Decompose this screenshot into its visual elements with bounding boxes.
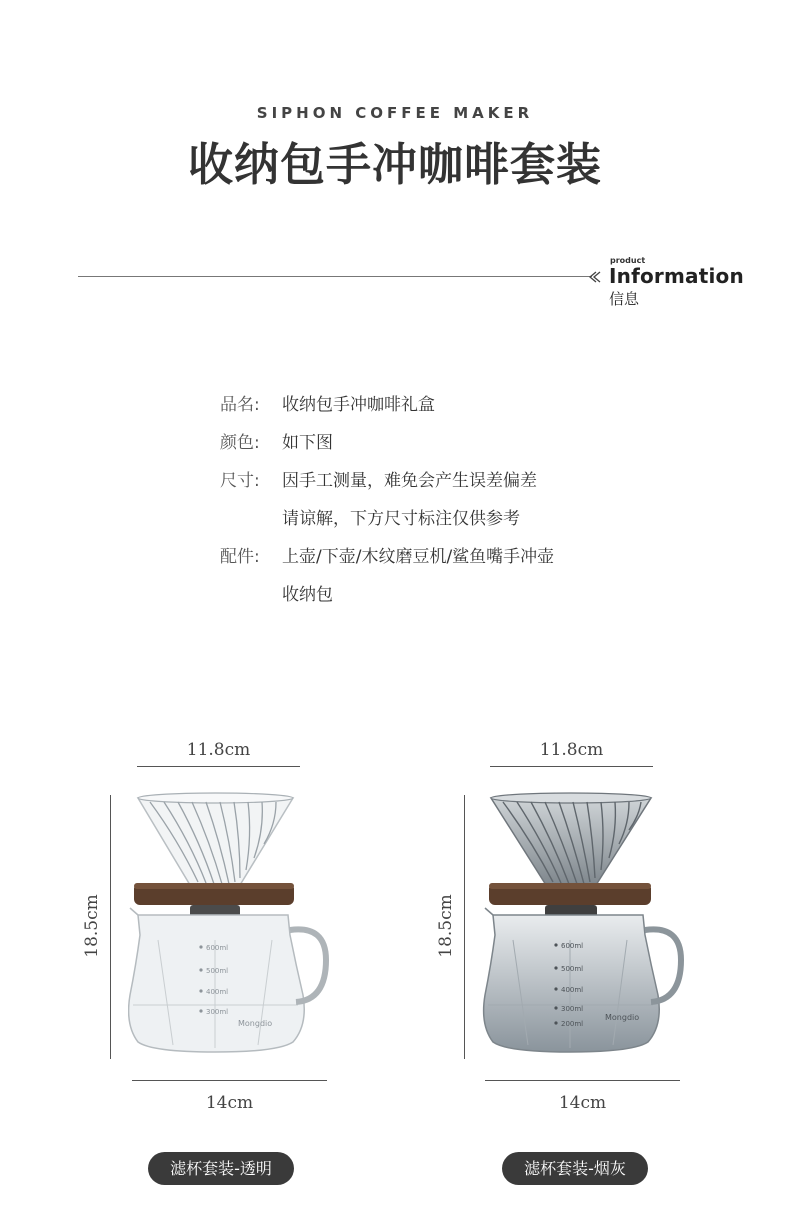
dimension-line bbox=[110, 795, 111, 1059]
svg-text:400ml: 400ml bbox=[561, 986, 584, 994]
chevron-left-icon bbox=[587, 270, 601, 284]
dimension-line bbox=[490, 766, 653, 767]
svg-text:300ml: 300ml bbox=[561, 1005, 584, 1013]
page-title: 收纳包手冲咖啡套装 bbox=[187, 138, 602, 191]
info-badge-small: product bbox=[610, 256, 646, 265]
bottom-width-label: 14cm bbox=[205, 1093, 254, 1113]
page-subtitle: SIPHON COFFEE MAKER bbox=[256, 104, 534, 122]
variant-label-clear: 滤杯套装-透明 bbox=[148, 1152, 294, 1185]
svg-text:500ml: 500ml bbox=[206, 967, 229, 975]
dimension-line bbox=[464, 795, 465, 1059]
spec-value: 请谅解，下方尺寸标注仅供参考 bbox=[282, 509, 520, 529]
spec-label: 颜色: bbox=[220, 433, 260, 453]
dimension-line bbox=[485, 1080, 680, 1081]
svg-text:600ml: 600ml bbox=[561, 942, 584, 950]
spec-value: 收纳包手冲咖啡礼盒 bbox=[282, 395, 435, 415]
svg-text:400ml: 400ml bbox=[206, 988, 229, 996]
top-width-label: 11.8cm bbox=[186, 740, 251, 760]
info-badge-cn: 信息 bbox=[609, 290, 640, 308]
svg-text:Mongdio: Mongdio bbox=[605, 1013, 640, 1022]
variant-label-smoke: 滤杯套装-烟灰 bbox=[502, 1152, 648, 1185]
svg-text:500ml: 500ml bbox=[561, 965, 584, 973]
spec-label: 配件: bbox=[220, 547, 260, 567]
dimension-line bbox=[137, 766, 300, 767]
height-label: 18.5cm bbox=[436, 894, 456, 958]
spec-label: 尺寸: bbox=[220, 471, 260, 491]
top-width-label: 11.8cm bbox=[539, 740, 604, 760]
bottom-width-label: 14cm bbox=[558, 1093, 607, 1113]
spec-value: 因手工测量，难免会产生误差偏差 bbox=[282, 471, 537, 491]
coffee-set-image-clear bbox=[128, 790, 333, 1062]
svg-text:200ml: 200ml bbox=[561, 1020, 584, 1028]
spec-value: 收纳包 bbox=[282, 585, 333, 605]
spec-label: 品名: bbox=[220, 395, 260, 415]
svg-text:Mongdio: Mongdio bbox=[238, 1019, 273, 1028]
svg-text:300ml: 300ml bbox=[206, 1008, 229, 1016]
spec-value: 上壶/下壶/木纹磨豆机/鲨鱼嘴手冲壶 bbox=[282, 547, 555, 567]
height-label: 18.5cm bbox=[82, 894, 102, 958]
dimension-line bbox=[132, 1080, 327, 1081]
svg-text:600ml: 600ml bbox=[206, 944, 229, 952]
coffee-set-image-smoke bbox=[481, 790, 686, 1062]
info-badge-title: Information bbox=[609, 264, 744, 288]
spec-value: 如下图 bbox=[282, 433, 333, 453]
section-divider bbox=[78, 276, 592, 277]
